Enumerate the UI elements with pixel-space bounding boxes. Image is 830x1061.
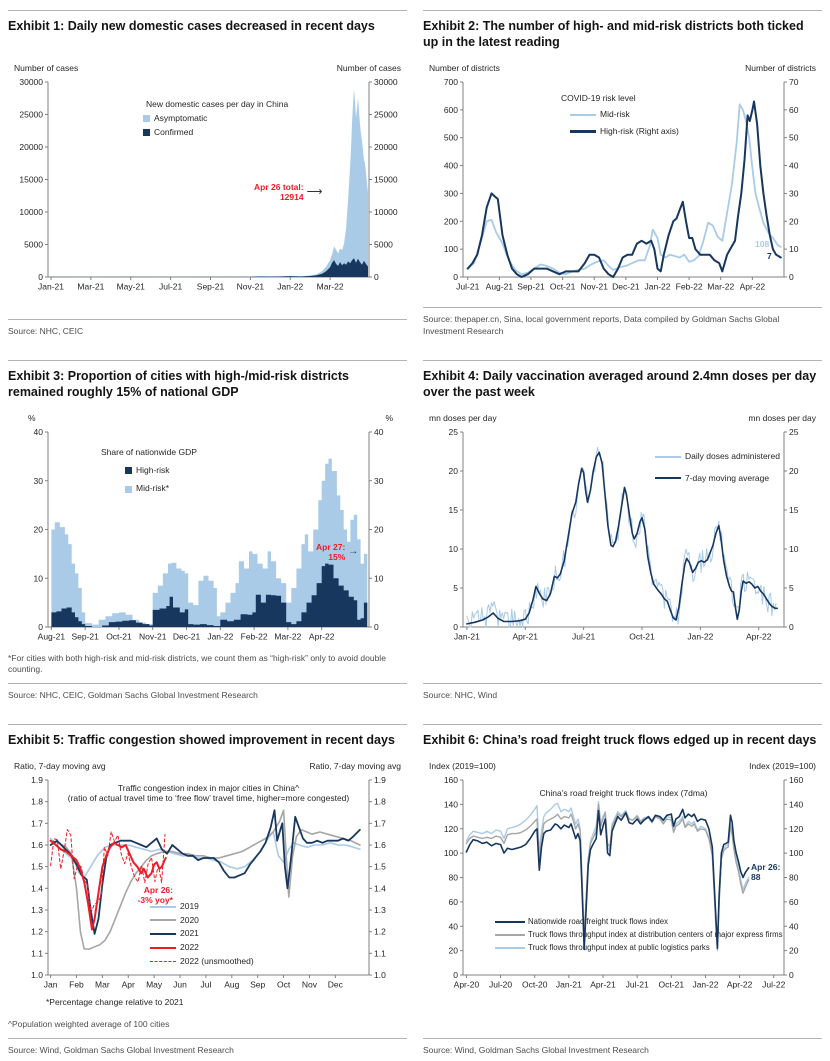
svg-text:20: 20 xyxy=(374,524,384,535)
svg-text:Jul: Jul xyxy=(200,979,212,990)
svg-text:40: 40 xyxy=(789,921,799,932)
svg-text:700: 700 xyxy=(443,77,458,87)
svg-text:100: 100 xyxy=(443,244,458,255)
svg-text:140: 140 xyxy=(443,799,458,810)
svg-text:1.8: 1.8 xyxy=(31,796,43,807)
exhibit-3-source: Source: NHC, CEIC, Goldman Sachs Global Investment Research xyxy=(8,683,407,706)
svg-text:15000: 15000 xyxy=(19,174,43,185)
exhibit-5-chart-title: Traffic congestion index in major cities in China^ (ratio of actual travel time to ‘free flow’ travel time, higher=more congested) xyxy=(67,782,350,804)
svg-text:25: 25 xyxy=(448,426,458,437)
svg-text:30: 30 xyxy=(789,188,799,199)
svg-text:1.4: 1.4 xyxy=(31,883,43,894)
svg-text:60: 60 xyxy=(789,104,799,115)
svg-text:20000: 20000 xyxy=(374,142,398,152)
exhibit-6-chart xyxy=(423,772,822,997)
right-axis-label: Number of cases xyxy=(336,63,401,73)
exhibit-4-panel xyxy=(423,360,822,706)
svg-text:Mar-21: Mar-21 xyxy=(77,281,105,292)
svg-text:1.4: 1.4 xyxy=(374,883,386,894)
svg-text:Jan-21: Jan-21 xyxy=(555,979,582,990)
exhibit-1-axis-heads xyxy=(8,63,407,73)
right-arrow-icon: ⟶ xyxy=(306,185,323,198)
svg-text:Aug-21: Aug-21 xyxy=(485,281,514,292)
svg-text:Feb-22: Feb-22 xyxy=(240,631,268,642)
svg-text:30000: 30000 xyxy=(19,77,43,87)
svg-text:Oct-21: Oct-21 xyxy=(629,631,655,642)
svg-text:15: 15 xyxy=(789,504,799,515)
exhibit-6-title: Exhibit 6: China’s road freight truck flows edged up in recent days xyxy=(423,724,822,752)
legend-swatch xyxy=(570,130,596,133)
svg-text:Sep-21: Sep-21 xyxy=(517,281,545,292)
exhibit-3-legend xyxy=(101,448,197,494)
exhibit-6-annotation: Apr 26: 88 xyxy=(751,861,781,882)
right-axis-label: Index (2019=100) xyxy=(749,760,816,771)
svg-text:400: 400 xyxy=(443,160,458,171)
svg-text:Mar: Mar xyxy=(95,979,110,990)
svg-text:Nov: Nov xyxy=(301,979,318,990)
exhibit-2-source: Source: thepaper.cn, Sina, local government reports, Data compiled by Goldman Sachs Global Investment Research xyxy=(423,307,822,342)
svg-text:5000: 5000 xyxy=(24,239,43,250)
legend-item: 2022 (unsmoothed) xyxy=(150,957,254,967)
exhibit-5-source: Source: Wind, Goldman Sachs Global Investment Research xyxy=(8,1038,407,1061)
svg-text:0: 0 xyxy=(789,272,794,282)
svg-text:Sep: Sep xyxy=(250,979,266,990)
left-axis-label: Number of cases xyxy=(14,63,79,73)
svg-text:1.2: 1.2 xyxy=(31,926,43,937)
legend-item: 2019 xyxy=(150,902,254,912)
svg-text:600: 600 xyxy=(443,104,458,115)
svg-text:Oct-20: Oct-20 xyxy=(521,979,548,990)
legend-item: Mid-risk xyxy=(570,110,679,120)
svg-text:Sep-21: Sep-21 xyxy=(71,631,99,642)
svg-text:Jan-21: Jan-21 xyxy=(37,281,64,292)
svg-text:1.5: 1.5 xyxy=(374,861,386,872)
svg-text:1.2: 1.2 xyxy=(374,926,386,937)
svg-text:20000: 20000 xyxy=(19,142,43,152)
svg-text:Jul-22: Jul-22 xyxy=(762,979,786,990)
svg-text:25: 25 xyxy=(789,426,799,437)
left-axis-label: Index (2019=100) xyxy=(429,760,496,771)
exhibit-3-title: Exhibit 3: Proportion of cities with high-/mid-risk districts remained roughly 15% of national GDP xyxy=(8,360,407,404)
legend-item: 7-day moving average xyxy=(655,474,780,484)
exhibit-5-annotation: Apr 26: -3% yoy* xyxy=(137,884,173,905)
svg-text:Jan-22: Jan-22 xyxy=(207,631,234,642)
svg-text:1.9: 1.9 xyxy=(31,774,43,785)
exhibit-6-chart-title: China’s road freight truck flows index (7dma) xyxy=(539,787,708,798)
legend-item: High-risk (Right axis) xyxy=(570,127,679,137)
svg-text:1.8: 1.8 xyxy=(374,796,386,807)
exhibit-3-chart xyxy=(8,424,407,649)
svg-text:60: 60 xyxy=(448,896,458,907)
svg-text:200: 200 xyxy=(443,216,458,227)
svg-text:1.3: 1.3 xyxy=(31,904,43,915)
exhibit-1-source: Source: NHC, CEIC xyxy=(8,319,407,342)
svg-text:40: 40 xyxy=(789,160,799,171)
svg-text:Apr-22: Apr-22 xyxy=(745,631,772,642)
legend-swatch xyxy=(125,467,132,474)
legend-item: 2022 xyxy=(150,943,254,953)
svg-text:Oct-21: Oct-21 xyxy=(106,631,132,642)
exhibit-4-chart-area xyxy=(423,424,822,649)
svg-text:10: 10 xyxy=(789,543,799,554)
svg-text:120: 120 xyxy=(443,823,458,834)
legend-item: Asymptomatic xyxy=(143,114,288,124)
legend-swatch xyxy=(143,115,150,122)
svg-text:5: 5 xyxy=(789,582,794,593)
svg-text:Jul-21: Jul-21 xyxy=(625,979,649,990)
exhibit-grid xyxy=(8,10,822,1061)
legend-item: 2020 xyxy=(150,916,254,926)
svg-text:Dec: Dec xyxy=(327,979,343,990)
exhibit-5-panel xyxy=(8,724,407,1061)
legend-swatch xyxy=(143,129,150,136)
legend-item: Nationwide road freight truck flows index xyxy=(495,918,783,927)
svg-text:Jul-21: Jul-21 xyxy=(159,281,183,292)
legend-title: COVID-19 risk level xyxy=(561,93,636,103)
svg-text:Apr-20: Apr-20 xyxy=(453,979,480,990)
svg-text:10000: 10000 xyxy=(374,207,398,217)
svg-text:5: 5 xyxy=(453,582,458,593)
svg-text:Oct: Oct xyxy=(276,979,291,990)
exhibit-4-legend xyxy=(655,448,780,484)
svg-text:20: 20 xyxy=(789,216,799,227)
right-axis-label: Ratio, 7-day moving avg xyxy=(309,760,401,771)
svg-text:Jan-22: Jan-22 xyxy=(644,281,671,292)
right-axis-label: Number of districts xyxy=(745,63,816,73)
svg-text:40: 40 xyxy=(374,426,384,437)
svg-text:Dec-21: Dec-21 xyxy=(612,281,640,292)
svg-text:30: 30 xyxy=(374,475,384,486)
svg-text:0: 0 xyxy=(453,969,458,980)
right-axis-label: mn doses per day xyxy=(748,412,816,423)
legend-swatch xyxy=(150,947,176,950)
svg-text:1.6: 1.6 xyxy=(374,839,386,850)
svg-text:Apr-21: Apr-21 xyxy=(512,631,539,642)
left-axis-label: % xyxy=(28,412,36,423)
legend-item: Confirmed xyxy=(143,128,288,138)
svg-text:160: 160 xyxy=(443,774,458,785)
svg-text:0: 0 xyxy=(453,621,458,632)
legend-title: Share of nationwide GDP xyxy=(101,446,197,457)
svg-text:500: 500 xyxy=(443,132,458,143)
legend-swatch xyxy=(125,486,132,493)
svg-text:5000: 5000 xyxy=(374,239,393,250)
legend-item: Mid-risk* xyxy=(125,484,197,494)
svg-text:20: 20 xyxy=(789,945,799,956)
left-axis-label: Ratio, 7-day moving avg xyxy=(14,760,106,771)
svg-text:40: 40 xyxy=(33,426,43,437)
svg-text:1.7: 1.7 xyxy=(31,818,43,829)
mid-risk-end-label: 108 xyxy=(755,239,770,249)
legend-swatch xyxy=(655,477,681,479)
svg-text:1.1: 1.1 xyxy=(31,948,43,959)
exhibit-3-panel xyxy=(8,360,407,706)
svg-text:Feb-22: Feb-22 xyxy=(675,281,703,292)
left-axis-label: Number of districts xyxy=(429,63,500,73)
exhibit-2-chart-area xyxy=(423,74,822,299)
svg-text:1.9: 1.9 xyxy=(374,774,386,785)
svg-text:Jan-22: Jan-22 xyxy=(692,979,719,990)
exhibit-2-title: Exhibit 2: The number of high- and mid-risk districts both ticked up in the latest reading xyxy=(423,10,822,54)
svg-text:Jun: Jun xyxy=(173,979,187,990)
right-arrow-icon: → xyxy=(348,545,359,557)
svg-text:1.6: 1.6 xyxy=(31,839,43,850)
legend-item: Truck flows throughput index at distribution centers of major express firms xyxy=(495,931,783,940)
svg-text:Nov-21: Nov-21 xyxy=(236,281,265,292)
svg-text:10: 10 xyxy=(448,543,458,554)
exhibit-2-axis-heads xyxy=(423,63,822,73)
legend-title: New domestic cases per day in China xyxy=(146,99,289,109)
svg-text:10000: 10000 xyxy=(19,207,43,217)
svg-text:1.5: 1.5 xyxy=(31,861,43,872)
exhibit-6-legend xyxy=(495,918,783,953)
svg-text:80: 80 xyxy=(448,872,458,883)
exhibit-6-axis-heads xyxy=(423,761,822,771)
exhibit-5-footnote: ^Population weighted average of 100 cities xyxy=(8,1018,170,1029)
legend-item: High-risk xyxy=(125,466,197,476)
exhibit-1-panel xyxy=(8,10,407,342)
legend-item: Daily doses administered xyxy=(655,452,780,462)
svg-text:120: 120 xyxy=(789,823,804,834)
svg-text:May-21: May-21 xyxy=(116,281,145,292)
exhibit-6-chart-area xyxy=(423,772,822,997)
svg-text:1.0: 1.0 xyxy=(374,969,386,980)
legend-swatch xyxy=(495,921,525,924)
svg-text:140: 140 xyxy=(789,799,804,810)
legend-swatch xyxy=(150,906,176,908)
svg-text:1.0: 1.0 xyxy=(31,969,43,980)
exhibit-5-axis-note: *Percentage change relative to 2021 xyxy=(46,996,184,1007)
svg-text:10: 10 xyxy=(789,244,799,255)
svg-text:Jul-20: Jul-20 xyxy=(488,979,513,990)
svg-text:25000: 25000 xyxy=(19,109,43,120)
svg-text:Feb: Feb xyxy=(69,979,84,990)
legend-swatch xyxy=(495,947,525,949)
exhibit-1-legend xyxy=(143,100,288,137)
legend-swatch xyxy=(150,919,176,921)
svg-text:60: 60 xyxy=(789,896,799,907)
svg-text:Aug-21: Aug-21 xyxy=(37,631,66,642)
svg-text:Apr-22: Apr-22 xyxy=(308,631,335,642)
svg-text:Nov-21: Nov-21 xyxy=(580,281,608,292)
legend-swatch xyxy=(495,934,525,936)
exhibit-1-title: Exhibit 1: Daily new domestic cases decreased in recent days xyxy=(8,10,407,54)
svg-text:20: 20 xyxy=(448,945,458,956)
svg-text:Sep-21: Sep-21 xyxy=(196,281,225,292)
svg-text:20: 20 xyxy=(33,524,43,535)
svg-text:25000: 25000 xyxy=(374,109,398,120)
exhibit-3-axis-he ads xyxy=(8,413,407,423)
exhibit-5-legend xyxy=(150,902,254,967)
svg-text:30: 30 xyxy=(33,475,43,486)
svg-text:100: 100 xyxy=(443,847,458,858)
left-axis-label: mn doses per day xyxy=(429,412,497,423)
svg-text:Oct-21: Oct-21 xyxy=(658,979,685,990)
exhibit-5-chart-area xyxy=(8,772,407,997)
svg-text:30000: 30000 xyxy=(374,77,398,87)
svg-text:0: 0 xyxy=(38,272,43,282)
svg-text:Oct-21: Oct-21 xyxy=(549,281,576,292)
legend-swatch xyxy=(150,933,176,936)
svg-text:70: 70 xyxy=(789,77,799,87)
svg-text:300: 300 xyxy=(443,188,458,199)
svg-text:10: 10 xyxy=(374,573,384,584)
svg-text:Apr-22: Apr-22 xyxy=(739,281,766,292)
exhibit-1-annotation: Apr 26 total: 12914 ⟶ xyxy=(254,182,323,203)
svg-text:Apr-22: Apr-22 xyxy=(726,979,753,990)
exhibit-5-title: Exhibit 5: Traffic congestion showed improvement in recent days xyxy=(8,724,407,752)
svg-text:May: May xyxy=(146,979,163,990)
legend-swatch xyxy=(150,961,176,962)
svg-text:0: 0 xyxy=(38,621,43,632)
exhibit-1-chart-area xyxy=(8,74,407,299)
legend-swatch xyxy=(655,456,681,458)
svg-text:Mar-22: Mar-22 xyxy=(707,281,735,292)
svg-text:1.7: 1.7 xyxy=(374,818,386,829)
svg-text:Jul-21: Jul-21 xyxy=(572,631,596,642)
svg-text:40: 40 xyxy=(448,921,458,932)
svg-text:0: 0 xyxy=(374,621,379,632)
svg-text:Dec-21: Dec-21 xyxy=(172,631,201,642)
exhibit-4-source: Source: NHC, Wind xyxy=(423,683,822,706)
svg-text:1.1: 1.1 xyxy=(374,948,386,959)
svg-text:0: 0 xyxy=(789,969,794,980)
exhibit-6-panel xyxy=(423,724,822,1061)
exhibit-5-axis-heads xyxy=(8,761,407,771)
svg-text:Mar-22: Mar-22 xyxy=(316,281,344,292)
exhibit-3-chart-area xyxy=(8,424,407,649)
svg-text:160: 160 xyxy=(789,774,804,785)
svg-text:Apr-21: Apr-21 xyxy=(590,979,616,990)
exhibit-4-axis-heads xyxy=(423,413,822,423)
high-risk-end-label: 7 xyxy=(767,251,772,261)
svg-text:0: 0 xyxy=(374,272,379,282)
exhibit-4-title: Exhibit 4: Daily vaccination averaged around 2.4mn doses per day over the past week xyxy=(423,360,822,404)
exhibit-3-footnote: *For cities with both high-risk and mid-risk districts, we count them as “high-risk” only to avoid double counting. xyxy=(8,652,386,674)
svg-text:10: 10 xyxy=(33,573,43,584)
svg-text:0: 0 xyxy=(789,621,794,632)
svg-text:15: 15 xyxy=(448,504,458,515)
legend-swatch xyxy=(570,114,596,116)
svg-text:20: 20 xyxy=(789,465,799,476)
exhibit-6-source: Source: Wind, Goldman Sachs Global Investment Research xyxy=(423,1038,822,1061)
svg-text:0: 0 xyxy=(453,272,458,282)
exhibit-2-panel xyxy=(423,10,822,342)
svg-text:15000: 15000 xyxy=(374,174,398,185)
svg-text:Nov-21: Nov-21 xyxy=(139,631,167,642)
legend-item: Truck flows throughput index at public logistics parks xyxy=(495,944,783,953)
svg-text:1.3: 1.3 xyxy=(374,904,386,915)
svg-text:20: 20 xyxy=(448,465,458,476)
right-axis-label: % xyxy=(385,412,393,423)
svg-text:Mar-22: Mar-22 xyxy=(274,631,302,642)
svg-text:Apr: Apr xyxy=(121,979,135,990)
exhibit-3-annotation: Apr 27: 15% → xyxy=(316,541,359,562)
svg-text:50: 50 xyxy=(789,132,799,143)
svg-text:Aug: Aug xyxy=(224,979,240,990)
svg-text:Jul-21: Jul-21 xyxy=(456,281,480,292)
svg-text:Jan: Jan xyxy=(43,979,58,990)
svg-text:Jan-21: Jan-21 xyxy=(453,631,480,642)
svg-text:80: 80 xyxy=(789,872,799,883)
svg-text:Jan-22: Jan-22 xyxy=(687,631,714,642)
legend-item: 2021 xyxy=(150,929,254,939)
svg-text:Jan-22: Jan-22 xyxy=(277,281,304,292)
svg-text:100: 100 xyxy=(789,847,804,858)
exhibit-2-legend xyxy=(561,94,679,136)
